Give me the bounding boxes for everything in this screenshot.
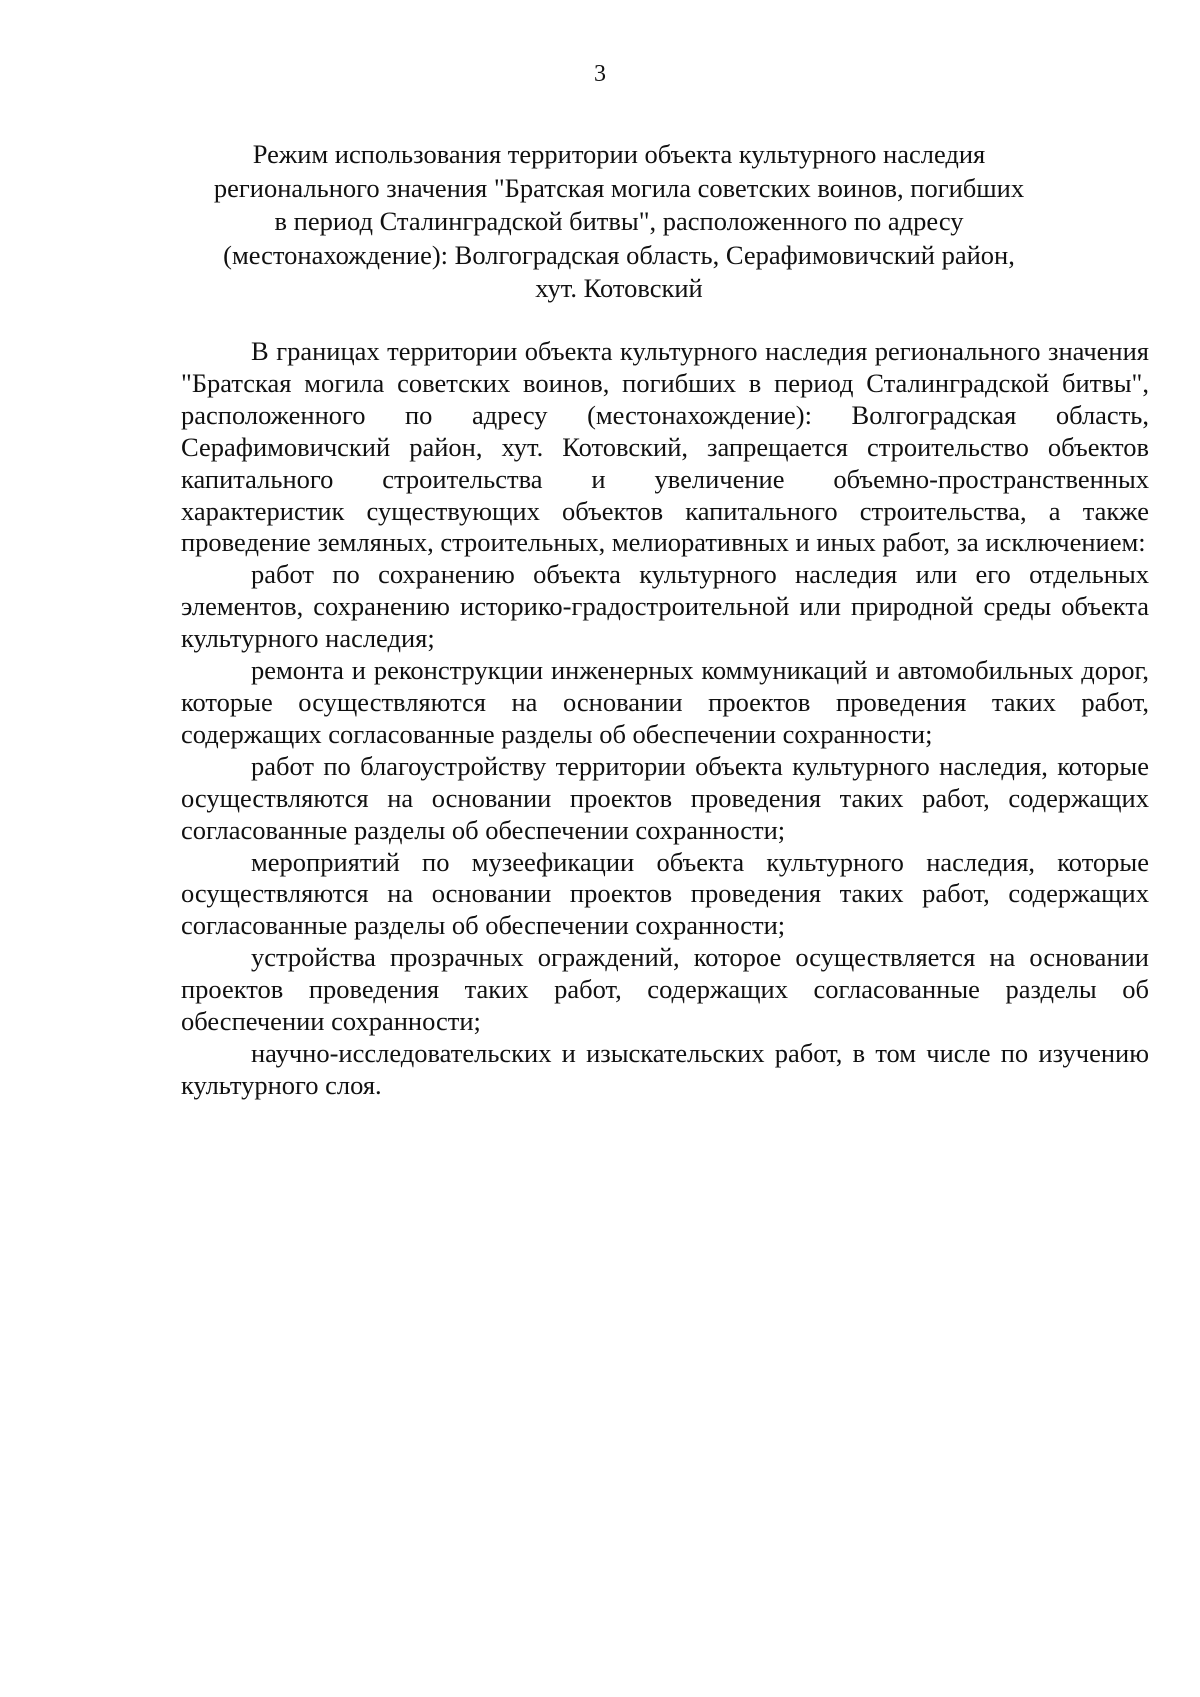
document-body [181,336,1149,1102]
exception-item: научно-исследовательских и изыскательских работ, в том числе по изучению культурного слоя. [181,1037,1149,1100]
heading-line: (местонахождение): Волгоградская область, Серафимовичский район, [223,239,1015,270]
exception-item: ремонта и реконструкции инженерных коммуникаций и автомобильных дорог, которые осуществляются на основании проектов проведения таких работ, содержащих согласованные разделы об обеспечении сохранности; [181,655,1149,749]
exception-item: устройства прозрачных ограждений, которое осуществляется на основании проектов проведения таких работ, содержащих согласованные разделы об обеспечении сохранности; [181,942,1149,1037]
heading-line: в период Сталинградской битвы", расположенного по адресу [274,206,964,236]
exception-item: работ по благоустройству территории объекта культурного наследия, которые осуществляются на основании проектов проведения таких работ, содержащих согласованные разделы об обеспечении сохранности; [181,750,1149,845]
exception-item: работ по сохранению объекта культурного наследия или его отдельных элементов, сохранению историко-градостроительной или природной среды объекта культурного наследия; [181,559,1149,654]
exception-item: мероприятий по музеефикации объекта культурного наследия, которые осуществляются на основании проектов проведения таких работ, содержащих согласованные разделы об обеспечении сохранности; [181,846,1149,941]
document-heading [170,138,1068,306]
intro-paragraph: В границах территории объекта культурного наследия регионального значения "Братская могила советских воинов, погибших в период Сталинградской битвы", расположенного по адресу (местонахождение): Волгоградская область, Серафимовичский район, хут. Котовский, запрещается строительство объектов капитального строительства и увеличение объемно-пространственных характеристик существующих объектов капитального строительства, а также проведение земляных, строительных, мелиоративных и иных работ, за исключением: [181,336,1149,558]
heading-line: Режим использования территории объекта культурного наследия [252,139,986,169]
heading-line: регионального значения "Братская могила советских воинов, погибших [213,172,1025,203]
heading-line: хут. Котовский [535,273,703,303]
page-number: 3 [594,61,606,87]
